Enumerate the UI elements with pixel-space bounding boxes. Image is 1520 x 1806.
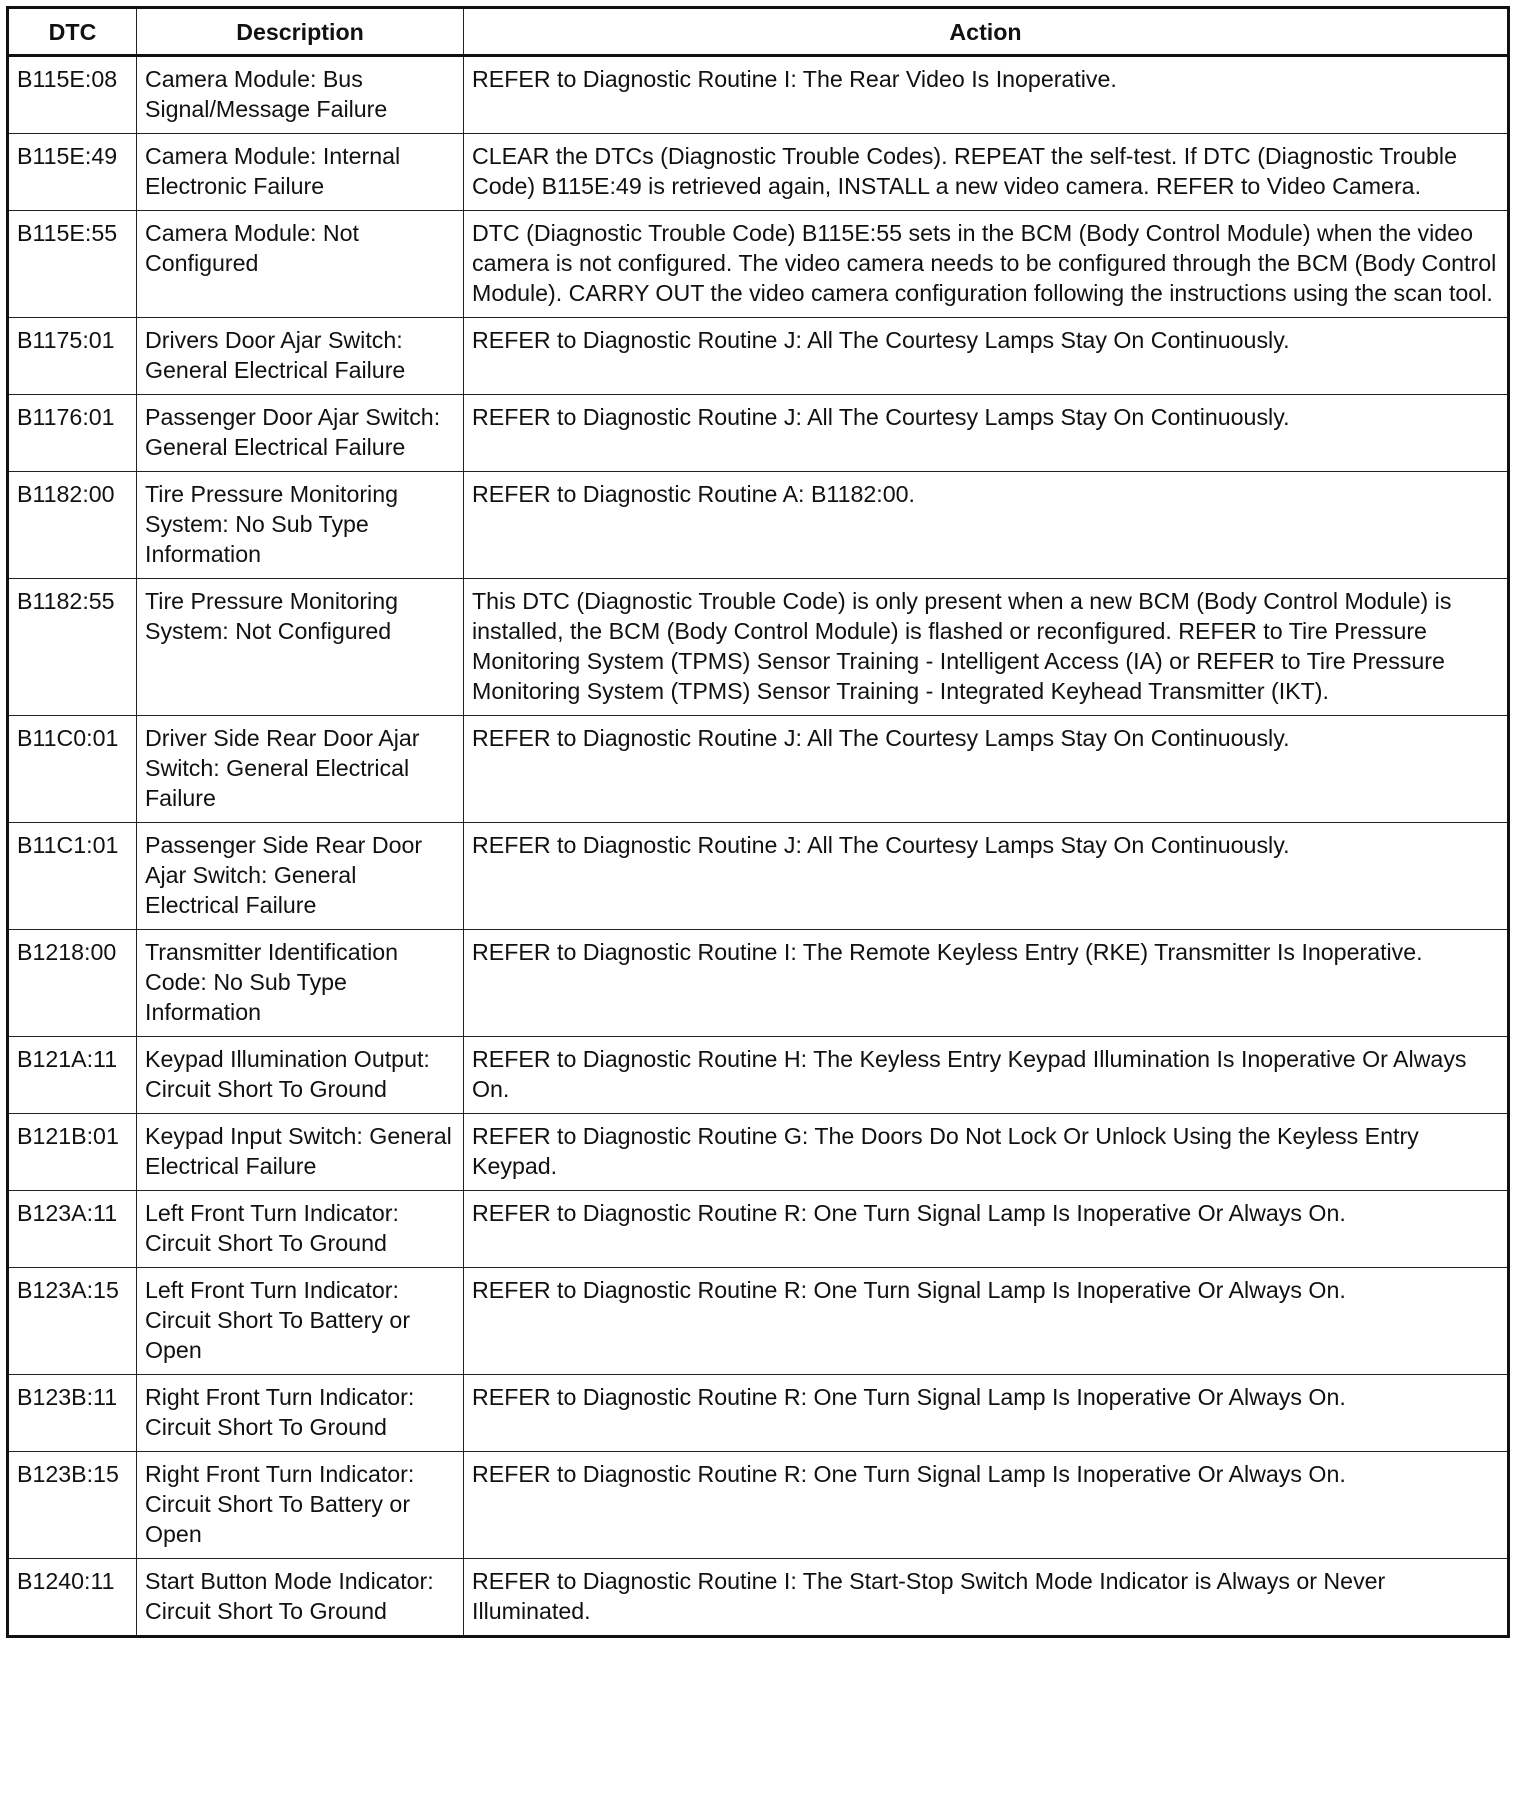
description-cell: Drivers Door Ajar Switch: General Electrical Failure xyxy=(137,318,464,395)
action-cell: REFER to Diagnostic Routine J: All The Courtesy Lamps Stay On Continuously. xyxy=(464,318,1509,395)
description-cell: Camera Module: Not Configured xyxy=(137,211,464,318)
action-cell: REFER to Diagnostic Routine I: The Rear Video Is Inoperative. xyxy=(464,56,1509,134)
description-cell: Driver Side Rear Door Ajar Switch: General Electrical Failure xyxy=(137,716,464,823)
table-row xyxy=(8,823,1509,930)
action-cell: REFER to Diagnostic Routine R: One Turn Signal Lamp Is Inoperative Or Always On. xyxy=(464,1452,1509,1559)
action-cell: REFER to Diagnostic Routine G: The Doors Do Not Lock Or Unlock Using the Keyless Entry Keypad. xyxy=(464,1114,1509,1191)
description-cell: Camera Module: Internal Electronic Failure xyxy=(137,134,464,211)
action-cell: CLEAR the DTCs (Diagnostic Trouble Codes). REPEAT the self-test. If DTC (Diagnostic Trouble Code) B115E:49 is retrieved again, INSTALL a new video camera. REFER to Video Camera. xyxy=(464,134,1509,211)
dtc-code-cell: B123B:11 xyxy=(8,1375,137,1452)
table-row xyxy=(8,1191,1509,1268)
dtc-code-cell: B121A:11 xyxy=(8,1037,137,1114)
column-header-description: Description xyxy=(137,8,464,56)
table-row xyxy=(8,930,1509,1037)
description-cell: Left Front Turn Indicator: Circuit Short To Battery or Open xyxy=(137,1268,464,1375)
dtc-code-cell: B1240:11 xyxy=(8,1559,137,1637)
description-cell: Keypad Input Switch: General Electrical Failure xyxy=(137,1114,464,1191)
dtc-code-cell: B115E:49 xyxy=(8,134,137,211)
table-row xyxy=(8,1114,1509,1191)
description-cell: Camera Module: Bus Signal/Message Failure xyxy=(137,56,464,134)
action-cell: REFER to Diagnostic Routine R: One Turn Signal Lamp Is Inoperative Or Always On. xyxy=(464,1268,1509,1375)
description-cell: Right Front Turn Indicator: Circuit Short To Ground xyxy=(137,1375,464,1452)
action-cell: REFER to Diagnostic Routine J: All The Courtesy Lamps Stay On Continuously. xyxy=(464,395,1509,472)
table-row xyxy=(8,1268,1509,1375)
table-row xyxy=(8,716,1509,823)
table-row xyxy=(8,134,1509,211)
table-row xyxy=(8,472,1509,579)
description-cell: Start Button Mode Indicator: Circuit Short To Ground xyxy=(137,1559,464,1637)
action-cell: REFER to Diagnostic Routine J: All The Courtesy Lamps Stay On Continuously. xyxy=(464,716,1509,823)
dtc-code-cell: B1182:00 xyxy=(8,472,137,579)
table-row xyxy=(8,1559,1509,1637)
description-cell: Right Front Turn Indicator: Circuit Short To Battery or Open xyxy=(137,1452,464,1559)
action-cell: REFER to Diagnostic Routine R: One Turn Signal Lamp Is Inoperative Or Always On. xyxy=(464,1375,1509,1452)
table-body xyxy=(8,56,1509,1637)
column-header-action: Action xyxy=(464,8,1509,56)
dtc-code-cell: B1218:00 xyxy=(8,930,137,1037)
column-header-dtc: DTC xyxy=(8,8,137,56)
action-cell: REFER to Diagnostic Routine H: The Keyless Entry Keypad Illumination Is Inoperative Or Always On. xyxy=(464,1037,1509,1114)
dtc-code-cell: B115E:08 xyxy=(8,56,137,134)
description-cell: Keypad Illumination Output: Circuit Short To Ground xyxy=(137,1037,464,1114)
table-row xyxy=(8,211,1509,318)
dtc-code-cell: B1176:01 xyxy=(8,395,137,472)
description-cell: Tire Pressure Monitoring System: Not Configured xyxy=(137,579,464,716)
dtc-code-cell: B123B:15 xyxy=(8,1452,137,1559)
table-row xyxy=(8,579,1509,716)
table-header-row xyxy=(8,8,1509,56)
action-cell: REFER to Diagnostic Routine I: The Remote Keyless Entry (RKE) Transmitter Is Inoperative. xyxy=(464,930,1509,1037)
dtc-code-cell: B115E:55 xyxy=(8,211,137,318)
dtc-code-cell: B123A:11 xyxy=(8,1191,137,1268)
dtc-code-cell: B1182:55 xyxy=(8,579,137,716)
action-cell: REFER to Diagnostic Routine I: The Start-Stop Switch Mode Indicator is Always or Never Illuminated. xyxy=(464,1559,1509,1637)
dtc-code-cell: B123A:15 xyxy=(8,1268,137,1375)
table-row xyxy=(8,1452,1509,1559)
table-row xyxy=(8,56,1509,134)
description-cell: Passenger Door Ajar Switch: General Electrical Failure xyxy=(137,395,464,472)
action-cell: This DTC (Diagnostic Trouble Code) is only present when a new BCM (Body Control Module) is installed, the BCM (Body Control Module) is flashed or reconfigured. REFER to Tire Pressure Monitoring System (TPMS) Sensor Training - Intelligent Access (IA) or REFER to Tire Pressure Monitoring System (TPMS) Sensor Training - Integrated Keyhead Transmitter (IKT). xyxy=(464,579,1509,716)
table-row xyxy=(8,1375,1509,1452)
action-cell: DTC (Diagnostic Trouble Code) B115E:55 sets in the BCM (Body Control Module) when the video camera is not configured. The video camera needs to be configured through the BCM (Body Control Module). CARRY OUT the video camera configuration following the instructions using the scan tool. xyxy=(464,211,1509,318)
action-cell: REFER to Diagnostic Routine J: All The Courtesy Lamps Stay On Continuously. xyxy=(464,823,1509,930)
table-row xyxy=(8,318,1509,395)
dtc-table xyxy=(6,6,1510,1638)
table-row xyxy=(8,395,1509,472)
description-cell: Tire Pressure Monitoring System: No Sub Type Information xyxy=(137,472,464,579)
dtc-code-cell: B11C0:01 xyxy=(8,716,137,823)
description-cell: Left Front Turn Indicator: Circuit Short To Ground xyxy=(137,1191,464,1268)
table-row xyxy=(8,1037,1509,1114)
description-cell: Passenger Side Rear Door Ajar Switch: General Electrical Failure xyxy=(137,823,464,930)
dtc-code-cell: B1175:01 xyxy=(8,318,137,395)
action-cell: REFER to Diagnostic Routine A: B1182:00. xyxy=(464,472,1509,579)
action-cell: REFER to Diagnostic Routine R: One Turn Signal Lamp Is Inoperative Or Always On. xyxy=(464,1191,1509,1268)
dtc-code-cell: B121B:01 xyxy=(8,1114,137,1191)
dtc-code-cell: B11C1:01 xyxy=(8,823,137,930)
description-cell: Transmitter Identification Code: No Sub Type Information xyxy=(137,930,464,1037)
